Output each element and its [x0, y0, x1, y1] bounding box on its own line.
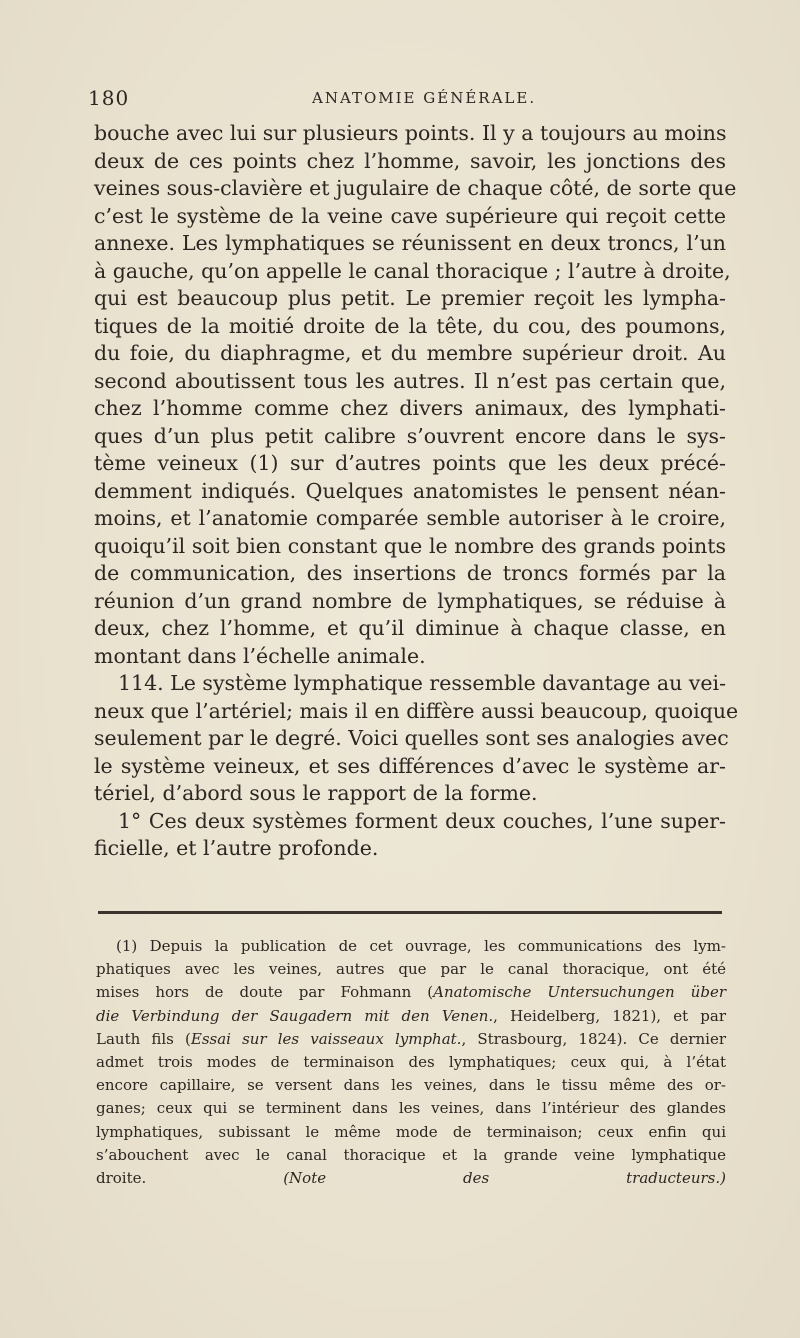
footnote-text: , Strasbourg, 1824). Ce dernier: [461, 1029, 726, 1048]
text-line: qui est beaucoup plus petit. Le premier reçoit les lympha-: [94, 286, 726, 310]
page-number: 180: [88, 86, 130, 110]
footnote-line: admet trois modes de terminaison des lymphatiques; ceux qui, à l’état: [96, 1053, 726, 1072]
footnote-text: Lauth fils (: [96, 1029, 191, 1048]
text-line: moins, et l’anatomie comparée semble autoriser à le croire,: [94, 506, 726, 530]
text-line: neux que l’artériel; mais il en diffère aussi beaucoup, quoique: [94, 698, 739, 723]
footnote-line: encore capillaire, se versent dans les veines, dans le tissu même des or-: [96, 1076, 726, 1095]
text-line: c’est le système de la veine cave supérieure qui reçoit cette: [94, 203, 726, 228]
footnote-work-title: die Verbindung der Saugadern mit den Venen.: [96, 1006, 494, 1025]
text-line: second aboutissent tous les autres. Il n’est pas certain que,: [94, 368, 726, 393]
text-line: de communication, des insertions de troncs formés par la: [94, 561, 726, 585]
text-line: ficielle, et l’autre profonde.: [94, 836, 379, 860]
text-line: tiques de la moitié droite de la tête, du cou, des poumons,: [94, 313, 726, 338]
footnote-line: [96, 1005, 726, 1028]
text-line: ques d’un plus petit calibre s’ouvrent encore dans le sys-: [94, 423, 726, 448]
footnote-line: s’abouchent avec le canal thoracique et la grande veine lymphatique: [96, 1145, 726, 1164]
text-line: bouche avec lui sur plusieurs points. Il y a toujours au moins: [94, 121, 727, 145]
footnote-work-title: Anatomische Untersuchungen über: [433, 983, 726, 1002]
footnote-text: , Heidelberg, 1821), et par: [493, 1006, 726, 1025]
footnote-line: [96, 981, 726, 1004]
footnote-work-title: Essai sur les vaisseaux lymphat.: [190, 1029, 462, 1048]
text-line: tériel, d’abord sous le rapport de la forme.: [94, 781, 538, 805]
text-line: du foie, du diaphragme, et du membre supérieur droit. Au: [94, 341, 726, 365]
text-line: demment indiqués. Quelques anatomistes le pensent néan-: [94, 478, 726, 503]
footnote-text: mises hors de doute par Fohmann (: [96, 983, 434, 1002]
footnote-attribution: (Note des traducteurs.): [283, 1169, 726, 1188]
text-line: à gauche, qu’on appelle le canal thoracique ; l’autre à droite,: [94, 258, 731, 283]
text-line: tème veineux (1) sur d’autres points que les deux précé-: [94, 451, 726, 475]
main-text: [94, 120, 739, 863]
footnote-line: ganes; ceux qui se terminent dans les veines, dans l’intérieur des glandes: [96, 1099, 726, 1118]
running-title: ANATOMIE GÉNÉRALE.: [312, 89, 537, 107]
text-line: réunion d’un grand nombre de lymphatiques, se réduise à: [94, 588, 726, 613]
footnote-rule: [98, 911, 722, 914]
paragraph-114-start: 114. Le système lymphatique ressemble davantage au vei-: [118, 671, 726, 695]
text-line: annexe. Les lymphatiques se réunissent en deux troncs, l’un: [94, 231, 726, 255]
footnote: [96, 935, 726, 1190]
list-item-1-start: 1° Ces deux systèmes forment deux couches, l’une super-: [118, 808, 726, 833]
text-line: chez l’homme comme chez divers animaux, des lymphati-: [94, 396, 726, 420]
page-header: [88, 86, 728, 116]
text-line: seulement par le degré. Voici quelles sont ses analogies avec: [94, 726, 729, 750]
footnote-text: droite.: [96, 1169, 147, 1188]
footnote-line: lymphatiques, subissant le même mode de terminaison; ceux enfin qui: [96, 1122, 726, 1141]
text-line: quoiqu’il soit bien constant que le nombre des grands points: [94, 533, 726, 558]
footnote-line: (1) Depuis la publication de cet ouvrage, les communications des lym-: [116, 937, 726, 955]
footnote-line: [96, 1028, 726, 1051]
text-line: le système veineux, et ses différences d’avec le système ar-: [94, 753, 726, 778]
text-line: montant dans l’échelle animale.: [94, 643, 426, 668]
text-line: veines sous-clavière et jugulaire de chaque côté, de sorte que: [94, 176, 737, 200]
footnote-line: phatiques avec les veines, autres que par le canal thoracique, ont été: [96, 960, 726, 979]
footnote-line: [96, 1167, 726, 1190]
text-line: deux, chez l’homme, et qu’il diminue à chaque classe, en: [94, 616, 726, 640]
text-line: deux de ces points chez l’homme, savoir, les jonctions des: [94, 148, 726, 173]
